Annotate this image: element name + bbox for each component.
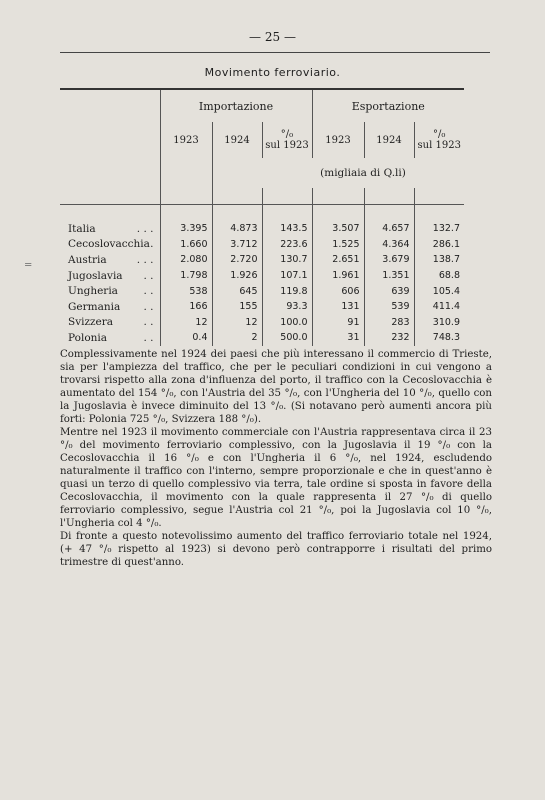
country-name: Austria	[68, 253, 107, 266]
page-number: — 25 —	[249, 30, 296, 44]
import-1924-cell: 12	[212, 315, 262, 331]
body-text	[60, 348, 492, 569]
table-row	[60, 268, 464, 284]
import-1923-cell: 12	[160, 315, 212, 331]
table-row	[60, 315, 464, 331]
export-1923-cell: 31	[312, 330, 364, 346]
country-name: Germania	[68, 300, 121, 313]
pct-text: sul 1923	[417, 140, 461, 151]
pct-symbol: °/₀	[433, 129, 446, 140]
table-row	[60, 283, 464, 299]
import-1923-cell: 1.798	[160, 268, 212, 284]
export-1923-cell: 606	[312, 283, 364, 299]
export-1923-cell: 2.651	[312, 252, 364, 268]
export-pct-cell: 105.4	[414, 283, 464, 299]
top-rule	[60, 52, 490, 53]
table-row	[60, 221, 464, 237]
export-pct-cell: 411.4	[414, 299, 464, 315]
country-name: Cecoslovacchia	[68, 238, 150, 251]
export-pct-cell: 286.1	[414, 237, 464, 253]
import-pct-cell: 500.0	[262, 330, 312, 346]
import-year-1923: 1923	[160, 122, 212, 158]
table-row	[60, 237, 464, 253]
import-1924-cell: 2.720	[212, 252, 262, 268]
import-1924-cell: 1.926	[212, 268, 262, 284]
export-1923-cell: 1.961	[312, 268, 364, 284]
import-1924-cell: 2	[212, 330, 262, 346]
country-name: Polonia	[68, 331, 108, 344]
export-header: Esportazione	[312, 89, 464, 122]
pct-text: sul 1923	[265, 140, 309, 151]
table-row	[60, 252, 464, 268]
import-1923-cell: 0.4	[160, 330, 212, 346]
paragraph-2: Mentre nel 1923 il movimento commerciale con l'Austria rappresentava circa il 23 °/₀ del movimento ferroviario complessivo, con la Jugoslavia il 19 °/₀ con la Cecoslovacchia il 16 °/₀ e con l'Ungheria il 6 °/₀, nel 1924, escludendo naturalmente il traffico con l'interno, sempre proporzionale e che in quest'anno è quasi un terzo di quello complessivo via terra, tale ordine si sposta in favore della Cecoslovacchia, il movimento con la quale rappresenta il 27 °/₀ di quello ferroviario complessivo, segue l'Austria col 21 °/₀, poi la Jugoslavia col 10 °/₀, l'Ungheria col 4 °/₀.	[60, 427, 492, 529]
export-1923-cell: 3.507	[312, 221, 364, 237]
country-name: Ungheria	[68, 285, 118, 298]
export-1924-cell: 4.364	[364, 237, 414, 253]
country-name: Italia	[68, 222, 96, 235]
pct-symbol: °/₀	[280, 129, 294, 140]
leader-dots: . .	[143, 316, 154, 329]
export-1924-cell: 283	[364, 315, 414, 331]
margin-mark: =	[24, 260, 33, 271]
import-header: Importazione	[160, 89, 312, 122]
import-1923-cell: 538	[160, 283, 212, 299]
import-1924-cell: 3.712	[212, 237, 262, 253]
export-pct-cell: 310.9	[414, 315, 464, 331]
export-1923-cell: 131	[312, 299, 364, 315]
unit-label: (migliaia di Q.li)	[320, 167, 406, 179]
import-1923-cell: 166	[160, 299, 212, 315]
country-name: Jugoslavia	[68, 269, 123, 282]
paragraph-1: Complessivamente nel 1924 dei paesi che più interessano il commercio di Trieste, sia per l'ampiezza del traffico, che per le peculiari condizioni in cui vengono a trovarsi rispetto alla zona d'influenza del porto, il traffico con la Cecoslovacchia è aumentato del 154 °/₀, con l'Austria del 35 °/₀, con l'Ungheria del 10 °/₀, quello con la Jugoslavia è invece diminuito del 13 °/₀. (Si notavano però aumenti ancora più forti: Polonia 725 °/₀, Svizzera 188 °/₀).	[60, 349, 492, 425]
leader-dots: . .	[143, 300, 154, 313]
import-1923-cell: 2.080	[160, 252, 212, 268]
leader-dots: . .	[143, 269, 154, 282]
import-pct-header	[262, 122, 312, 158]
leader-dots: . .	[143, 285, 154, 298]
import-pct-cell: 100.0	[262, 315, 312, 331]
leader-dots: .	[150, 238, 154, 251]
leader-dots: . .	[143, 331, 154, 344]
import-1923-cell: 3.395	[160, 221, 212, 237]
paragraph-3: Di fronte a questo notevolissimo aumento del traffico ferroviario totale nel 1924, (+ 47 °/₀ rispetto al 1923) si devono però contrapporre i risultati del primo trimestre di quest'anno.	[60, 531, 492, 568]
export-pct-cell: 138.7	[414, 252, 464, 268]
leader-dots: . . .	[136, 222, 154, 235]
import-pct-cell: 119.8	[262, 283, 312, 299]
import-1924-cell: 645	[212, 283, 262, 299]
export-pct-header	[414, 122, 464, 158]
export-year-1923: 1923	[312, 122, 364, 158]
export-1923-cell: 91	[312, 315, 364, 331]
export-year-1924: 1924	[364, 122, 414, 158]
table-row	[60, 330, 464, 346]
export-1924-cell: 539	[364, 299, 414, 315]
export-1923-cell: 1.525	[312, 237, 364, 253]
export-1924-cell: 1.351	[364, 268, 414, 284]
import-1924-cell: 4.873	[212, 221, 262, 237]
export-pct-cell: 132.7	[414, 221, 464, 237]
export-1924-cell: 4.657	[364, 221, 414, 237]
import-pct-cell: 93.3	[262, 299, 312, 315]
leader-dots: . . .	[136, 253, 154, 266]
import-pct-cell: 143.5	[262, 221, 312, 237]
section-title: Movimento ferroviario.	[204, 66, 341, 79]
table-row	[60, 299, 464, 315]
export-1924-cell: 3.679	[364, 252, 414, 268]
export-1924-cell: 639	[364, 283, 414, 299]
import-pct-cell: 107.1	[262, 268, 312, 284]
import-year-1924: 1924	[212, 122, 262, 158]
import-1924-cell: 155	[212, 299, 262, 315]
export-1924-cell: 232	[364, 330, 414, 346]
export-pct-cell: 68.8	[414, 268, 464, 284]
country-name: Svizzera	[68, 316, 114, 329]
import-1923-cell: 1.660	[160, 237, 212, 253]
import-pct-cell: 223.6	[262, 237, 312, 253]
import-pct-cell: 130.7	[262, 252, 312, 268]
railway-movement-table	[60, 88, 464, 346]
export-pct-cell: 748.3	[414, 330, 464, 346]
